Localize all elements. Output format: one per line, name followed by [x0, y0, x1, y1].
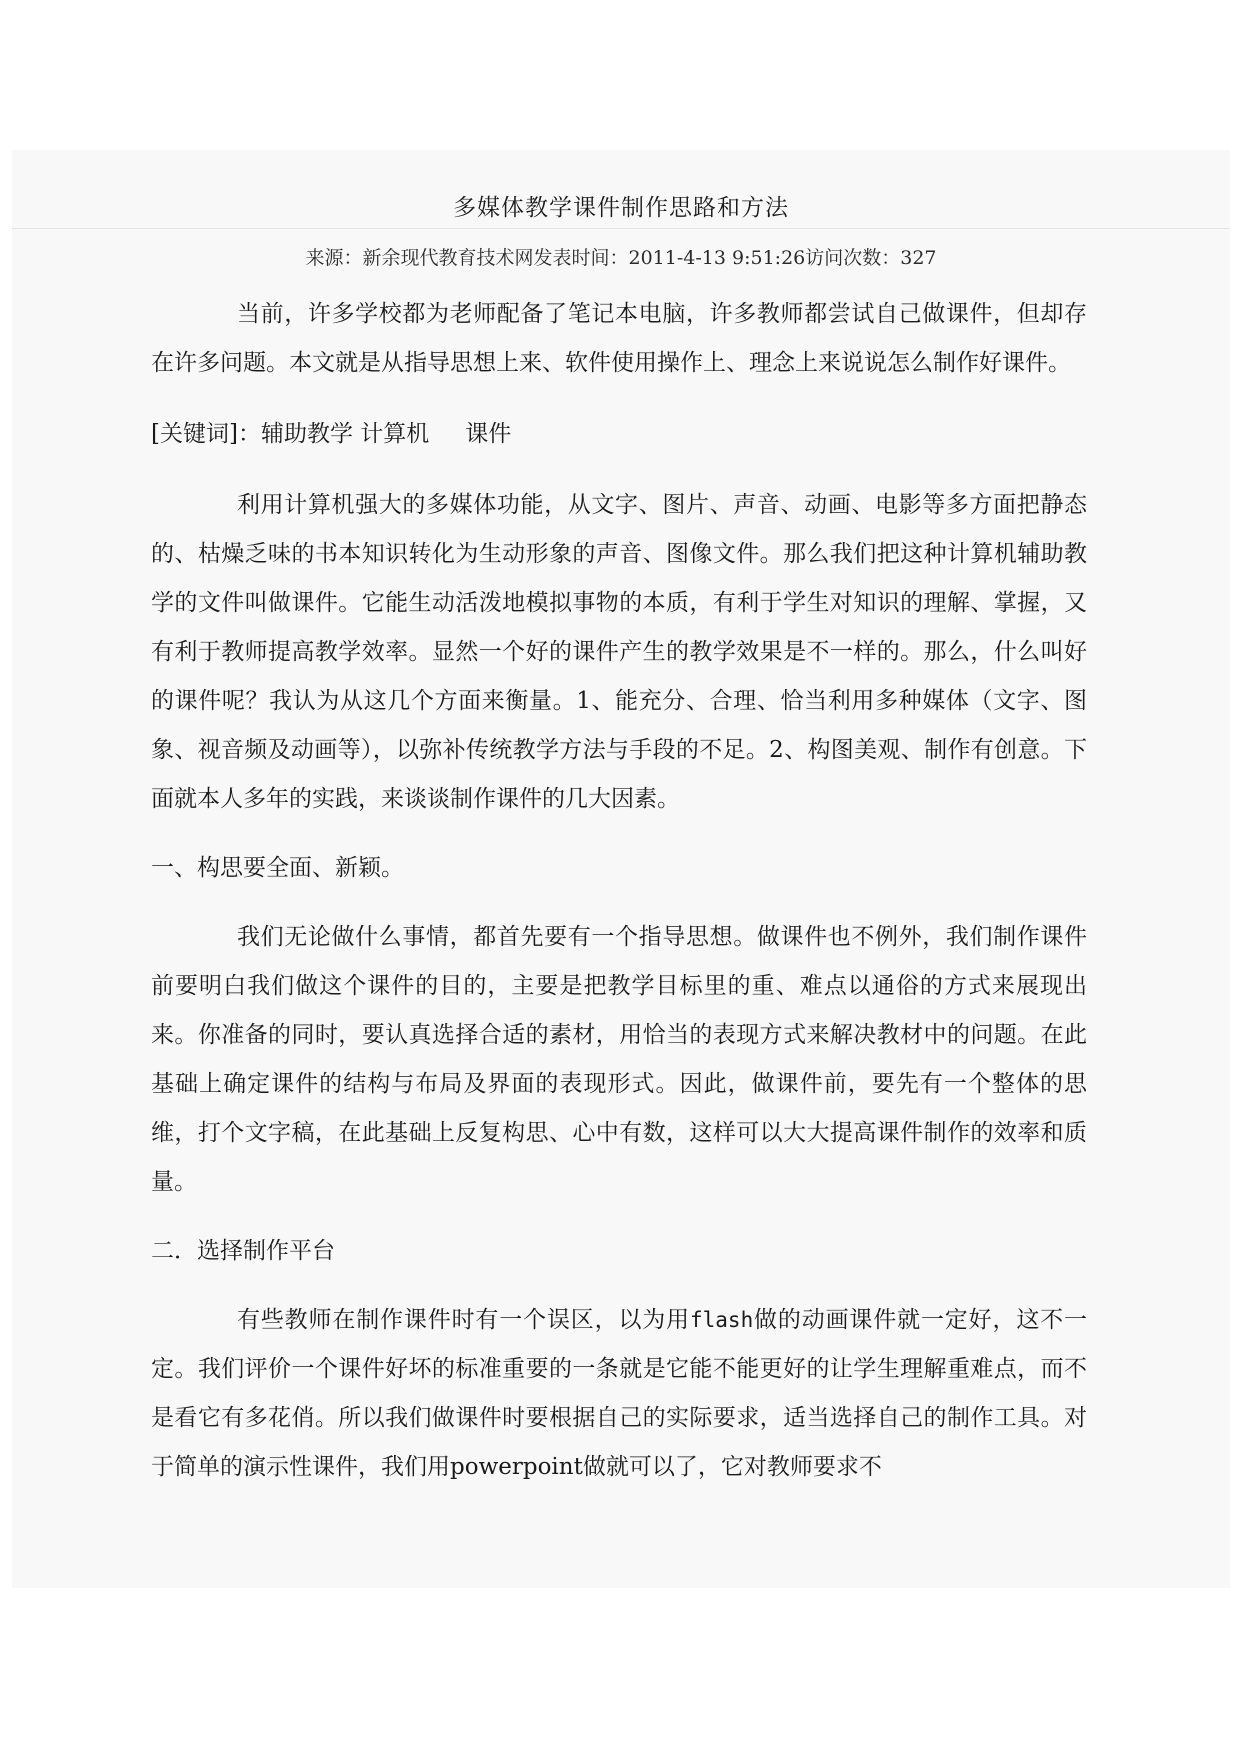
powerpoint-term: powerpoint — [450, 1454, 583, 1480]
meta-source: 来源：新余现代教育技术网 — [305, 247, 534, 269]
keyword-item: 辅助教学 — [260, 421, 353, 447]
article-meta — [12, 240, 1230, 276]
article-title: 多媒体教学课件制作思路和方法 — [12, 188, 1230, 229]
para3-text: 有些教师在制作课件时有一个误区，以为用 — [237, 1307, 690, 1333]
keyword-item: 计算机 — [360, 421, 430, 447]
body-paragraph-2: 我们无论做什么事情，都首先要有一个指导思想。做课件也不例外，我们制作课件前要明白我们做这个课件的目的，主要是把教学目标里的重、难点以通俗的方式来展现出来。你准备的同时，要认真选择合适的素材，用恰当的表现方式来解决教材中的问题。在此基础上确定课件的结构与布局及界面的表现形式。因此，做课件前，要先有一个整体的思维，打个文字稿，在此基础上反复构思、心中有数，这样可以大大提高课件制作的效率和质量。 — [151, 924, 1087, 1195]
section-heading-2: 二．选择制作平台 — [151, 1238, 335, 1264]
section-heading-1: 一、构思要全面、新颖。 — [151, 855, 404, 881]
para3-text: 做的动画课件就一定好，这不一定。我们评价一个课件好坏的标准重要的一条就是它能不能更好的让学生理解重难点，而不是看它有多花俏。所以我们做课件时要根据自己的实际要求，适当选择自己的制作工具。对于简单的演示性课件，我们用 — [151, 1307, 1088, 1480]
meta-visits: 访问次数：327 — [805, 247, 937, 269]
para3-text: 做就可以了，它对教师要求不 — [582, 1454, 882, 1480]
body-paragraph-3 — [151, 1296, 1087, 1492]
flash-term: flash — [690, 1308, 754, 1332]
body-paragraph-1: 利用计算机强大的多媒体功能，从文字、图片、声音、动画、电影等多方面把静态的、枯燥乏味的书本知识转化为生动形象的声音、图像文件。那么我们把这种计算机辅助教学的文件叫做课件。它能生动活泼地模拟事物的本质，有利于学生对知识的理解、掌握，又有利于教师提高教学效率。显然一个好的课件产生的教学效果是不一样的。那么，什么叫好的课件呢？我认为从这几个方面来衡量。1、能充分、合理、恰当利用多种媒体（文字、图象、视音频及动画等），以弥补传统教学方法与手段的不足。2、构图美观、制作有创意。下面就本人多年的实践，来谈谈制作课件的几大因素。 — [151, 492, 1087, 812]
keywords-line — [151, 410, 1087, 459]
keyword-item: 课件 — [465, 421, 512, 447]
keywords-label: [关键词]： — [151, 421, 261, 447]
article-body — [151, 290, 1087, 1492]
intro-paragraph: 当前，许多学校都为老师配备了笔记本电脑，许多教师都尝试自己做课件，但却存在许多问题。本文就是从指导思想上来、软件使用操作上、理念上来说说怎么制作好课件。 — [151, 301, 1087, 376]
meta-publish-time: 发表时间：2011-4-13 9:51:26 — [533, 247, 806, 269]
